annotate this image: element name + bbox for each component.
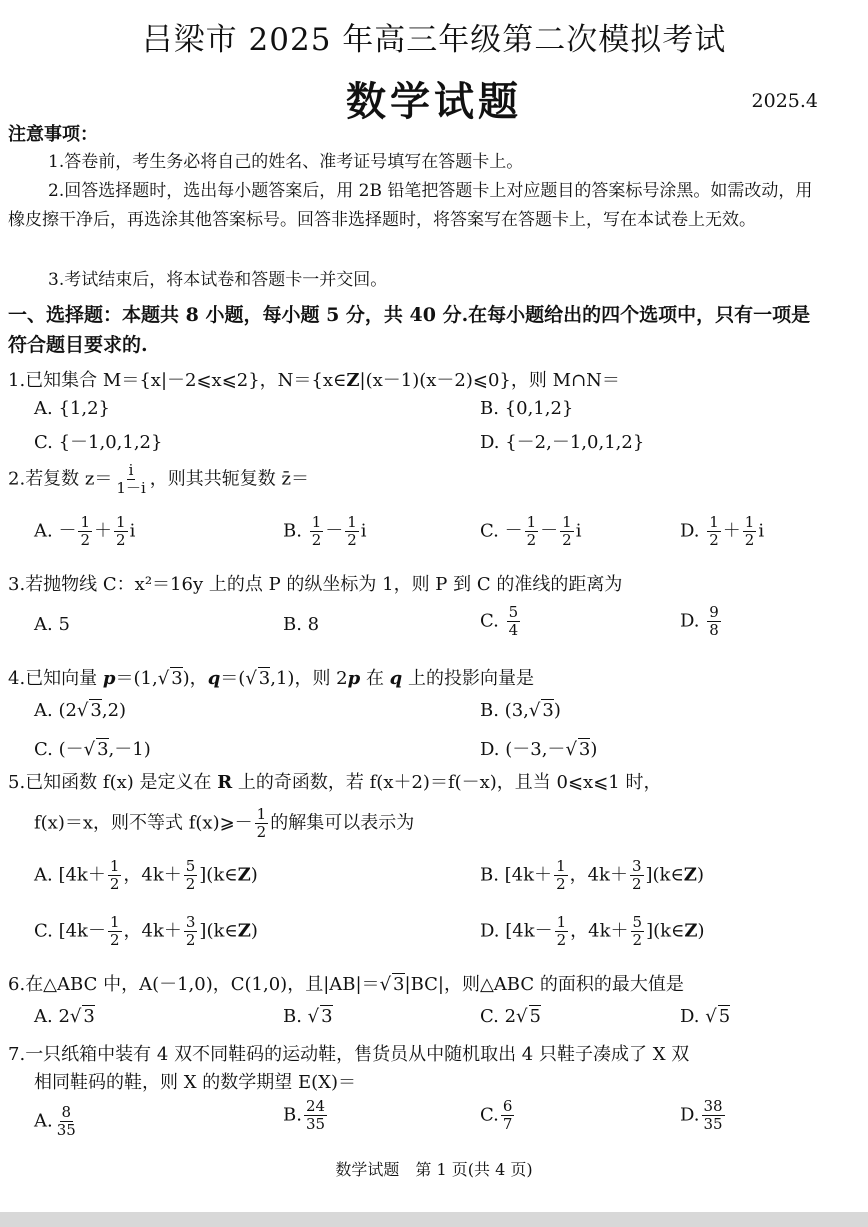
page-footer: 数学试题 第 1 页(共 4 页) — [335, 1160, 533, 1179]
fraction-numerator: 1 — [347, 513, 357, 531]
fraction-denominator: 2 — [709, 531, 719, 549]
option-text: A. [4k＋ — [34, 864, 106, 886]
option-text: C. 2 — [480, 1006, 517, 1027]
fraction-numerator: 1 — [562, 513, 572, 531]
integer-set-symbol: Z — [683, 864, 697, 886]
sqrt-sign: √ — [516, 1006, 528, 1027]
option-text: ](k∈ — [646, 920, 685, 942]
option-text: ,－1) — [108, 739, 151, 760]
option-label: C. — [480, 610, 499, 632]
question-number: 3. — [8, 574, 26, 595]
question-text: 上的奇函数，若 f(x＋2)＝f(－x)，且当 0⩽x⩽1 时， — [232, 772, 662, 793]
real-set-symbol: R — [217, 772, 233, 793]
question-number: 2. — [8, 468, 26, 490]
fraction — [501, 1098, 515, 1133]
q2-option-c — [480, 514, 581, 549]
option-text: ，4k＋ — [123, 864, 182, 886]
radicand: 3 — [542, 700, 554, 721]
vector-p: p — [102, 668, 116, 689]
fraction-numerator: 6 — [502, 1097, 513, 1115]
question-4: 4.已知向量 p＝(1,√ 3)，q＝(√ 3,1)，则 2p 在 q 上的投影向量是 — [8, 668, 534, 689]
fraction-numerator: 3 — [631, 857, 642, 875]
option-text: ,2) — [101, 700, 127, 721]
option-label: C. — [480, 1104, 499, 1126]
option-label: D. — [680, 1104, 700, 1126]
fraction-numerator: 1 — [556, 913, 567, 931]
option-text: ](k∈ — [199, 864, 238, 886]
question-number: 5. — [8, 772, 26, 793]
q5-option-a — [34, 858, 258, 893]
fraction-denominator: 35 — [703, 1115, 723, 1133]
fraction-denominator: 2 — [116, 531, 126, 549]
fraction-numerator: 1 — [526, 513, 537, 531]
radicand: 3 — [90, 700, 102, 721]
q2-option-a — [34, 514, 135, 549]
option-text: ，4k＋ — [570, 920, 629, 942]
fraction — [630, 858, 644, 893]
option-text: D. [4k－ — [480, 920, 553, 942]
fraction-denominator: 2 — [185, 875, 196, 893]
option-label: D. — [680, 520, 700, 542]
sign: － — [325, 520, 344, 542]
q1-option-c: C. {－1,0,1,2} — [34, 432, 163, 453]
option-text: ](k∈ — [645, 864, 684, 886]
q7-option-d — [680, 1098, 727, 1133]
option-text: ) — [553, 700, 561, 721]
question-text: f(x)＝x，则不等式 f(x)⩾－ — [34, 812, 253, 834]
subject-title: 数学试题 — [346, 78, 522, 125]
question-7-line-2: 相同鞋码的鞋，则 X 的数学期望 E(X)＝ — [34, 1072, 356, 1093]
exam-date: 2025.4 — [751, 90, 818, 112]
fraction-numerator: 1 — [116, 513, 126, 531]
option-label: C. — [480, 520, 499, 542]
q4-option-d: D. (－3,－√ 3) — [480, 739, 598, 760]
q2-option-b — [283, 514, 367, 549]
sign: － — [58, 520, 77, 542]
fraction — [310, 514, 324, 549]
vector-q: q — [389, 668, 403, 689]
fraction-denominator: 35 — [305, 1115, 326, 1133]
fraction — [702, 1098, 725, 1133]
question-number: 6. — [8, 974, 26, 995]
fraction-denominator: 2 — [526, 531, 537, 549]
fraction — [114, 514, 128, 549]
radicand: 5 — [529, 1006, 541, 1027]
imaginary-unit: i — [360, 520, 367, 542]
question-6 — [8, 970, 684, 996]
option-text: B. (3, — [480, 700, 529, 721]
option-text: C. [4k－ — [34, 920, 106, 942]
sign: ＋ — [94, 520, 113, 542]
radicand: 3 — [97, 739, 109, 760]
question-number: 7. — [8, 1044, 26, 1065]
q4-option-b: B. (3,√ 3) — [480, 700, 561, 721]
integer-set-symbol: Z — [346, 370, 360, 391]
fraction-numerator: 38 — [703, 1097, 723, 1115]
vector-value: ＝(1, — [115, 668, 158, 689]
radicand: 5 — [718, 1006, 731, 1027]
q3-option-c — [480, 604, 522, 639]
fraction-denominator: 8 — [709, 621, 719, 639]
question-text: 已知集合 M＝{x|－2⩽x⩽2}，N＝{x∈ — [25, 370, 347, 391]
q5-option-c — [34, 914, 258, 949]
imaginary-unit: i — [758, 520, 765, 542]
fraction — [184, 858, 198, 893]
question-1 — [8, 366, 620, 392]
option-label: B. — [283, 1104, 302, 1126]
integer-set-symbol: Z — [237, 920, 251, 942]
fraction-numerator: 1 — [80, 513, 91, 531]
vector-q: q — [207, 668, 221, 689]
option-text: ](k∈ — [199, 920, 238, 942]
fraction-denominator: 2 — [562, 531, 572, 549]
option-label: A. — [34, 1110, 53, 1132]
option-label: D. — [680, 610, 700, 632]
question-text: 已知函数 f(x) 是定义在 — [25, 772, 218, 793]
fraction-numerator: 5 — [185, 857, 196, 875]
q4-option-a: A. (2√ 3,2) — [34, 700, 127, 721]
q6-option-c — [480, 1006, 541, 1027]
note-item-2: 2.回答选择题时，选出每小题答案后，用 2B 铅笔把答题卡上对应题目的答案标号涂黑。如需改动，用橡皮擦干净后，再选涂其他答案标号。回答非选择题时，将答案写在答题卡上，写在本试卷上无效。 — [8, 181, 813, 230]
option-text: ，4k＋ — [569, 864, 628, 886]
integer-set-symbol: Z — [684, 920, 698, 942]
fraction-denominator: 2 — [109, 875, 120, 893]
fraction-denominator: 2 — [311, 531, 322, 549]
fraction — [707, 514, 721, 549]
vector-p: p — [347, 668, 361, 689]
option-text: ) — [590, 739, 598, 760]
radicand: 3 — [258, 668, 271, 689]
fraction — [184, 914, 198, 949]
fraction — [525, 514, 539, 549]
sign: － — [504, 520, 523, 542]
radicand: 3 — [321, 1006, 333, 1027]
sqrt-sign: √ — [307, 1006, 320, 1027]
question-text: ，则其共轭复数 z̄＝ — [149, 468, 309, 490]
scan-edge — [0, 1212, 868, 1227]
radicand: 3 — [578, 739, 591, 760]
fraction — [108, 858, 122, 893]
q6-option-a — [34, 1006, 95, 1027]
q7-option-c — [480, 1098, 516, 1133]
fraction-numerator: 1 — [744, 513, 755, 531]
fraction — [743, 514, 757, 549]
question-text: 若复数 z＝ — [25, 468, 113, 490]
fraction-denominator: 2 — [632, 931, 643, 949]
q5-option-d — [480, 914, 705, 949]
exam-title: 吕梁市 2025 年高三年级第二次模拟考试 — [141, 22, 727, 58]
q2-option-d — [680, 514, 764, 549]
option-text: ，4k＋ — [123, 920, 182, 942]
fraction-numerator: 1 — [556, 857, 566, 875]
option-text: B. — [283, 1006, 308, 1027]
sign: － — [540, 520, 559, 542]
fraction-denominator: 2 — [744, 531, 755, 549]
option-text: D. — [680, 1006, 706, 1027]
question-number: 1. — [8, 370, 26, 391]
fraction-denominator: 1－i — [116, 479, 146, 497]
fraction — [555, 914, 569, 949]
fraction-numerator: 1 — [311, 513, 322, 531]
q5-option-b — [480, 858, 704, 893]
imaginary-unit: i — [129, 520, 136, 542]
q1-option-d: D. {－2,－1,0,1,2} — [480, 432, 645, 453]
fraction-numerator: i — [128, 461, 134, 479]
fraction-denominator: 7 — [502, 1115, 513, 1133]
fraction-numerator: 5 — [508, 603, 519, 621]
fraction — [631, 914, 645, 949]
fraction — [55, 1104, 78, 1139]
option-label: A. — [34, 520, 53, 542]
fraction — [345, 514, 359, 549]
option-text: D. (－3,－ — [480, 739, 566, 760]
vector-value: ,1)，则 2 — [270, 668, 348, 689]
sign: ＋ — [722, 520, 741, 542]
question-text: |BC|，则△ABC 的面积的最大值是 — [404, 974, 684, 995]
q3-option-b: B. 8 — [283, 614, 320, 635]
option-text: ) — [696, 864, 704, 886]
q4-option-c: C. (－√ 3,－1) — [34, 739, 151, 760]
fraction-denominator: 2 — [256, 823, 267, 841]
q7-option-a — [34, 1104, 80, 1139]
sqrt-sign: √ — [379, 974, 392, 995]
option-text: A. (2 — [34, 700, 77, 721]
question-text: 在△ABC 中，A(－1,0)，C(1,0)，且|AB|＝ — [25, 974, 380, 995]
sqrt-sign: √ — [705, 1006, 717, 1027]
radicand: 3 — [83, 1006, 95, 1027]
radicand: 3 — [171, 668, 183, 689]
q6-option-d — [680, 1006, 730, 1027]
fraction-denominator: 2 — [80, 531, 91, 549]
fraction — [78, 514, 92, 549]
imaginary-unit: i — [575, 520, 582, 542]
fraction-numerator: 8 — [61, 1103, 72, 1121]
fraction-denominator: 2 — [556, 875, 566, 893]
question-5-line-1 — [8, 768, 661, 794]
q6-option-b — [283, 1006, 333, 1027]
question-text: |(x－1)(x－2)⩽0}，则 M∩N＝ — [359, 370, 620, 391]
question-text: 上的投影向量是 — [402, 668, 534, 689]
fraction-numerator: 1 — [709, 513, 719, 531]
vector-value: ＝( — [220, 668, 246, 689]
option-text: C. (－ — [34, 739, 84, 760]
q7-option-b — [283, 1098, 329, 1133]
question-2 — [8, 462, 309, 497]
option-label: B. — [283, 520, 302, 542]
question-text: 若抛物线 C：x²＝16y 上的点 P 的纵坐标为 1，则 P 到 C 的准线的距离为 — [25, 574, 623, 595]
fraction-numerator: 24 — [305, 1097, 326, 1115]
fraction-numerator: 1 — [256, 805, 267, 823]
q1-option-a: A. {1,2} — [34, 398, 110, 419]
question-text: 的解集可以表示为 — [270, 812, 415, 834]
fraction — [707, 604, 721, 639]
fraction — [554, 858, 568, 893]
fraction-denominator: 4 — [508, 621, 519, 639]
fraction-denominator: 2 — [185, 931, 196, 949]
fraction — [255, 806, 269, 841]
option-text: ) — [250, 864, 258, 886]
fraction-denominator: 35 — [56, 1121, 76, 1139]
question-3 — [8, 570, 622, 596]
option-text: ) — [697, 920, 705, 942]
q3-option-d — [680, 604, 723, 639]
fraction-denominator: 2 — [556, 931, 567, 949]
option-text: B. [4k＋ — [480, 864, 553, 886]
fraction-denominator: 2 — [631, 875, 642, 893]
note-item-3: 3.考试结束后，将本试卷和答题卡一并交回。 — [48, 270, 388, 290]
question-text: 一只纸箱中装有 4 双不同鞋码的运动鞋，售货员从中随机取出 4 只鞋子凑成了 X 双 — [25, 1044, 690, 1065]
q1-option-b: B. {0,1,2} — [480, 398, 574, 419]
fraction-numerator: 1 — [109, 857, 120, 875]
option-text: A. 2 — [34, 1006, 70, 1027]
fraction-numerator: 5 — [632, 913, 643, 931]
fraction-denominator: 2 — [109, 931, 120, 949]
q3-option-a: A. 5 — [34, 614, 70, 635]
vector-value: )， — [182, 668, 208, 689]
section-heading: 一、选择题：本题共 8 小题，每小题 5 分，共 40 分.在每小题给出的四个选项中，只有一项是符合题目要求的. — [8, 304, 811, 356]
fraction-numerator: 3 — [185, 913, 196, 931]
fraction-numerator: 1 — [109, 913, 120, 931]
fraction — [304, 1098, 327, 1133]
fraction — [114, 462, 147, 497]
sqrt-sign: √ — [69, 1006, 82, 1027]
option-text: ) — [250, 920, 258, 942]
fraction-denominator: 2 — [347, 531, 357, 549]
question-7-line-1 — [8, 1040, 689, 1066]
radicand: 3 — [393, 974, 405, 995]
note-item-1: 1.答卷前，考生务必将自己的姓名、准考证号填写在答题卡上。 — [48, 152, 524, 172]
question-text: 已知向量 — [25, 668, 103, 689]
notes-heading: 注意事项： — [8, 124, 98, 145]
question-text: 在 — [360, 668, 390, 689]
integer-set-symbol: Z — [237, 864, 251, 886]
question-number: 4. — [8, 668, 26, 689]
fraction — [560, 514, 574, 549]
question-5-line-2 — [34, 806, 414, 841]
fraction-numerator: 9 — [709, 603, 719, 621]
fraction — [507, 604, 521, 639]
fraction — [108, 914, 122, 949]
